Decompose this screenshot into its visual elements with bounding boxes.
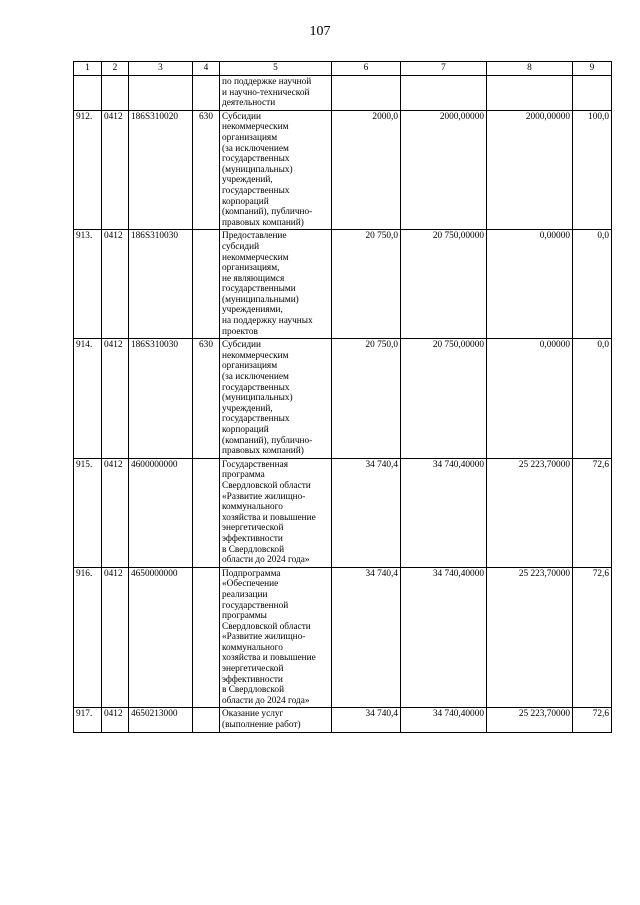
row-number-cell: 915. <box>74 458 102 567</box>
description-line: (компаний), публично- <box>222 207 313 218</box>
percent-cell: 72,6 <box>573 458 612 567</box>
expense-type-cell: 630 <box>193 110 220 230</box>
description-line: коммунального <box>222 502 283 513</box>
column-header-6: 6 <box>332 62 401 76</box>
description-line: «Развитие жилищно- <box>222 491 306 502</box>
section-code-cell: 0412 <box>102 339 129 459</box>
plan-amount-cell: 20 750,0 <box>332 230 401 339</box>
plan-amount-cell: 2000,0 <box>332 110 401 230</box>
description-line: области до 2024 года» <box>222 695 310 706</box>
description-line: хозяйства и повышение <box>222 512 316 523</box>
approved-amount-cell: 20 750,00000 <box>401 230 487 339</box>
target-code-cell: 186S310030 <box>129 339 193 459</box>
description-line: организациям, <box>222 263 280 274</box>
description-line: эффективности <box>222 674 283 685</box>
description-line: Подпрограмма <box>222 568 281 579</box>
percent-cell: 0,0 <box>573 230 612 339</box>
row-number-cell: 916. <box>74 567 102 708</box>
description-line: государственных <box>222 185 290 196</box>
description-line: и научно-технической <box>222 87 310 98</box>
plan-amount-cell: 34 740,4 <box>332 567 401 708</box>
expense-type-cell <box>193 458 220 567</box>
column-header-1: 1 <box>74 62 102 76</box>
section-code-cell: 0412 <box>102 708 129 732</box>
description-line: (за исключением <box>222 372 289 383</box>
description-line: государственных <box>222 414 290 425</box>
page-number: 107 <box>309 24 331 39</box>
description-line: Государственная <box>222 459 289 470</box>
description-line: Субсидии <box>222 111 262 122</box>
description-line: программы <box>222 611 267 622</box>
column-number-row <box>74 62 612 76</box>
expense-type-cell: 630 <box>193 339 220 459</box>
approved-amount-cell: 2000,00000 <box>401 110 487 230</box>
description-line: не являющимся <box>222 273 285 284</box>
executed-amount-cell: 0,00000 <box>487 230 573 339</box>
target-code-cell: 4600000000 <box>129 458 193 567</box>
plan-amount-cell: 34 740,4 <box>332 458 401 567</box>
table-row <box>74 339 612 459</box>
description-line: в Свердловской <box>222 685 285 696</box>
continuation-row <box>74 76 612 111</box>
description-line: Оказание услуг <box>222 709 284 720</box>
approved-amount-cell: 20 750,00000 <box>401 339 487 459</box>
executed-amount-cell: 0,00000 <box>487 339 573 459</box>
description-line: хозяйства и повышение <box>222 653 316 664</box>
column-header-5: 5 <box>220 62 332 76</box>
target-code-cell: 4650000000 <box>129 567 193 708</box>
description-line: программа <box>222 470 265 481</box>
budget-table <box>73 61 612 733</box>
executed-amount-cell: 2000,00000 <box>487 110 573 230</box>
description-line: некоммерческим <box>222 350 289 361</box>
description-cell <box>220 567 332 708</box>
description-line: (за исключением <box>222 143 289 154</box>
section-code-cell: 0412 <box>102 110 129 230</box>
approved-amount-cell: 34 740,40000 <box>401 458 487 567</box>
description-line: области до 2024 года» <box>222 555 310 566</box>
approved-amount-cell: 34 740,40000 <box>401 567 487 708</box>
description-line: государственной <box>222 600 289 611</box>
description-line: энергетической <box>222 664 284 675</box>
description-line: (компаний), публично- <box>222 435 313 446</box>
description-line: некоммерческим <box>222 122 289 133</box>
row-number-cell: 912. <box>74 110 102 230</box>
executed-amount-cell: 25 223,70000 <box>487 708 573 732</box>
description-cell <box>220 110 332 230</box>
section-code-cell: 0412 <box>102 458 129 567</box>
description-cell <box>220 76 332 111</box>
description-line: учреждений, <box>222 403 273 414</box>
description-line: деятельности <box>222 98 276 109</box>
description-line: (муниципальных) <box>222 393 293 404</box>
row-number-cell: 914. <box>74 339 102 459</box>
percent-cell: 0,0 <box>573 339 612 459</box>
description-line: организациям <box>222 132 278 143</box>
column-header-9: 9 <box>573 62 612 76</box>
description-line: государственных <box>222 154 290 165</box>
description-line: правовых компаний) <box>222 446 304 457</box>
executed-amount-cell: 25 223,70000 <box>487 458 573 567</box>
section-code-cell: 0412 <box>102 567 129 708</box>
row-number-cell: 913. <box>74 230 102 339</box>
column-header-4: 4 <box>193 62 220 76</box>
table-row <box>74 230 612 339</box>
description-cell <box>220 458 332 567</box>
description-line: правовых компаний) <box>222 217 304 228</box>
description-line: Свердловской области <box>222 621 311 632</box>
expense-type-cell <box>193 230 220 339</box>
description-line: по поддержке научной <box>222 77 312 87</box>
description-line: проектов <box>222 326 258 337</box>
column-header-3: 3 <box>129 62 193 76</box>
table-row <box>74 458 612 567</box>
description-line: субсидий <box>222 241 260 252</box>
executed-amount-cell: 25 223,70000 <box>487 567 573 708</box>
description-line: корпораций <box>222 425 269 435</box>
description-line: (муниципальных) <box>222 164 293 175</box>
row-number-cell: 917. <box>74 708 102 732</box>
description-line: на поддержку научных <box>222 316 313 327</box>
description-line: государственными <box>222 284 296 295</box>
description-line: некоммерческим <box>222 252 289 263</box>
column-header-7: 7 <box>401 62 487 76</box>
column-header-8: 8 <box>487 62 573 76</box>
table-row <box>74 110 612 230</box>
target-code-cell: 4650213000 <box>129 708 193 732</box>
description-line: организациям <box>222 361 278 372</box>
description-line: Свердловской области <box>222 480 311 491</box>
percent-cell: 72,6 <box>573 567 612 708</box>
section-code-cell: 0412 <box>102 230 129 339</box>
description-line: коммунального <box>222 642 283 653</box>
description-line: Субсидии <box>222 340 262 351</box>
table-row <box>74 708 612 732</box>
percent-cell: 100,0 <box>573 110 612 230</box>
description-line: (выполнение работ) <box>222 720 301 731</box>
description-line: (муниципальными) <box>222 294 299 305</box>
percent-cell: 72,6 <box>573 708 612 732</box>
description-line: энергетической <box>222 523 284 534</box>
plan-amount-cell: 20 750,0 <box>332 339 401 459</box>
plan-amount-cell: 34 740,4 <box>332 708 401 732</box>
description-line: учреждениями, <box>222 305 283 316</box>
expense-type-cell <box>193 708 220 732</box>
description-line: корпораций <box>222 196 269 207</box>
description-cell <box>220 708 332 732</box>
description-line: реализации <box>222 589 268 600</box>
column-header-2: 2 <box>102 62 129 76</box>
target-code-cell: 186S310020 <box>129 110 193 230</box>
description-line: «Обеспечение <box>222 579 279 590</box>
approved-amount-cell: 34 740,40000 <box>401 708 487 732</box>
description-cell <box>220 230 332 339</box>
description-line: «Развитие жилищно- <box>222 632 306 643</box>
description-line: Предоставление <box>222 231 287 242</box>
target-code-cell: 186S310030 <box>129 230 193 339</box>
description-line: учреждений, <box>222 175 273 186</box>
description-line: государственных <box>222 382 290 393</box>
table-row <box>74 567 612 708</box>
description-line: эффективности <box>222 533 283 544</box>
description-line: в Свердловской <box>222 544 285 555</box>
expense-type-cell <box>193 567 220 708</box>
description-cell <box>220 339 332 459</box>
